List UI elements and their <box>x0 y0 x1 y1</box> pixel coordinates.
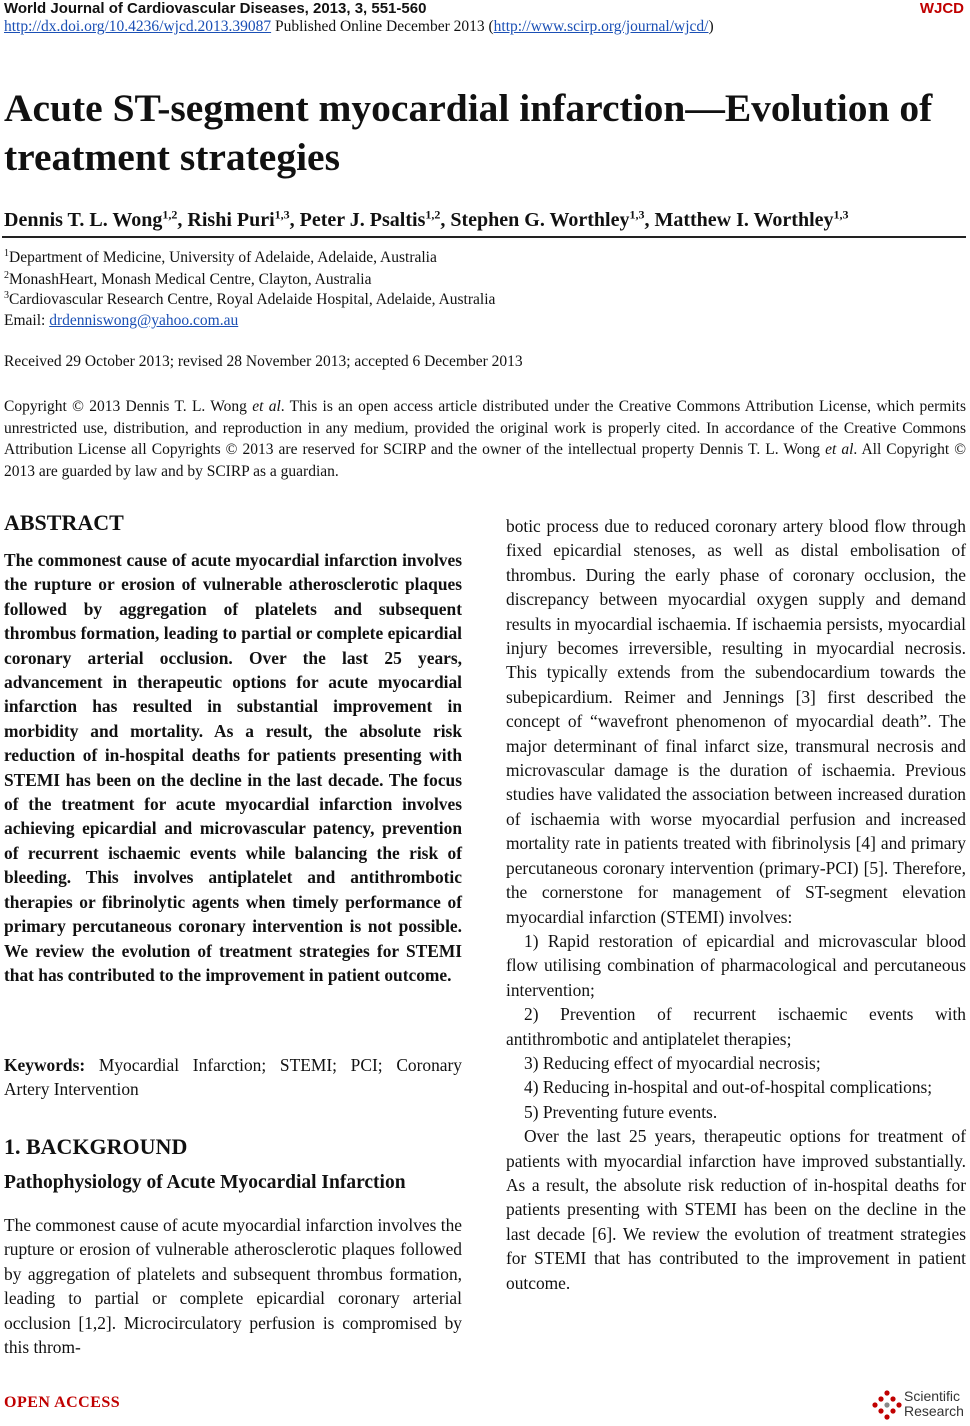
author-2: Rishi Puri$^{1,3}$, <box>187 207 300 231</box>
received-dates: Received 29 October 2013; revised 28 November 2013; accepted 6 December 2013 <box>4 353 523 370</box>
affiliation-3: $^3$Cardiovascular Research Centre, Royal Adelaide Hospital, Adelaide, Australia <box>4 290 496 309</box>
logo-text: Scientific Research <box>904 1388 964 1419</box>
scirp-dots-logo-icon <box>872 1389 902 1421</box>
open-access-label: OPEN ACCESS <box>4 1394 121 1411</box>
copyright-notice: Copyright © 2013 Dennis T. L. Wong et al. This is an open access article distributed under the Creative Commons Attribution License, which permits unrestricted use, distribution, and reproduction in any medium, provided the original work is properly cited. In accordance of the Creative Commons Attribution License all Copyrights © 2013 are reserved for SCIRP and the owner of the intellectual property Dennis T. L. Wong et al. All Copyright © 2013 are guarded by law and by SCIRP as a guardian. <box>4 398 966 480</box>
background-paragraph: The commonest cause of acute myocardial infarction involves the rupture or erosion of vulnerable atherosclerotic plaques followed by aggregation of platelets and subsequent thrombus formation, leading to partial or complete epicardial coronary arterial occlusion [1,2]. Microcirculatory perfusion is compromised by this throm- <box>4 1215 462 1358</box>
affiliation-2: $^2$MonashHeart, Monash Medical Centre, Clayton, Australia <box>4 270 372 289</box>
right-paragraph-2: Over the last 25 years, therapeutic options for treatment of patients with myocardial infarction have improved substantially. As a result, the absolute risk reduction of in-hospital deaths for patients presenting with STEMI has been on the decline in the last decade [6]. We review the evolution of treatment strategies for STEMI that has contributed to the improvement in patient outcome. <box>506 1126 966 1293</box>
journal-citation: World Journal of Cardiovascular Diseases, 2013, 3, 551-560 <box>4 0 427 17</box>
journal-abbrev: WJCD <box>919 0 964 17</box>
author-list <box>4 207 849 232</box>
abstract-heading: ABSTRACT <box>4 510 124 535</box>
published-text: Published Online December 2013 ( <box>271 18 494 35</box>
list-item-1: 1) Rapid restoration of epicardial and microvascular blood flow utilising combination of pharmacological and percutaneous intervention; <box>506 930 966 1000</box>
journal-url-link[interactable]: http://www.scirp.org/journal/wjcd/ <box>493 18 709 35</box>
list-item-5: 5) Preventing future events. <box>524 1101 718 1122</box>
affiliation-1: $^1$Department of Medicine, University of Adelaide, Adelaide, Australia <box>4 248 437 267</box>
title-divider <box>2 236 966 238</box>
author-5: Matthew I. Worthley$^{1,3}$ <box>654 207 849 231</box>
list-item-2: 2) Prevention of recurrent ischaemic events with antithrombotic and antiplatelet therapies; <box>506 1004 966 1049</box>
close-paren: ) <box>708 18 714 35</box>
list-item-3: 3) Reducing effect of myocardial necrosis; <box>524 1052 821 1073</box>
abstract-text: The commonest cause of acute myocardial infarction involves the rupture or erosion of vulnerable atherosclerotic plaques followed by aggregation of platelets and subsequent thrombus formation, leading to partial or complete epicardial coronary arterial occlusion. Over the last 25 years, advancement in therapeutic options for acute myocardial infarction has resulted in substantial improvement in morbidity and mortality. As a result, the absolute risk reduction of in-hospital deaths for patients presenting with STEMI has been on the decline in the last decade. The focus of the treatment for acute myocardial infarction involves achieving epicardial and microvascular patency, prevention of recurrent ischaemic events while balancing the risk of bleeding. This involves antiplatelet and antithrombotic therapies or fibrinolytic agents when timely performance of primary percutaneous coronary intervention is not possible. We review the evolution of treatment strategies for STEMI that has contributed to the improvement in patient outcome. <box>4 550 462 985</box>
email-link[interactable]: drdenniswong@yahoo.com.au <box>49 312 239 329</box>
publication-line <box>4 18 714 36</box>
author-4: Stephen G. Worthley$^{1,3}$, <box>450 207 655 231</box>
email-line: Email: drdenniswong@yahoo.com.au <box>4 312 239 329</box>
scientific-research-logo <box>872 1389 968 1423</box>
section-heading-background: 1. BACKGROUND <box>4 1134 188 1159</box>
article-title: Acute ST-segment myocardial infarction—Evolution of treatment strategies <box>4 86 933 179</box>
doi-link[interactable]: http://dx.doi.org/10.4236/wjcd.2013.39087 <box>4 18 272 35</box>
right-column <box>506 514 966 1295</box>
right-paragraph-1: botic process due to reduced coronary artery blood flow through fixed epicardial stenoses, as well as distal embolisation of thrombus. During the early phase of coronary occlusion, the discrepancy between myocardial oxygen supply and demand results in myocardial ischaemia. If ischaemia persists, myocardial injury becomes irreversible, resulting in myocardial necrosis. This typically extends from the subendocardium towards the subepicardium. Reimer and Jennings [3] first described the concept of “wavefront phenomenon of myocardial death”. The major determinant of final infarct size, transmural necrosis and microvascular damage is the duration of ischaemia. Previous studies have validated the association between increased duration of ischaemia with worse myocardial perfusion and increased mortality rate in patients treated with fibrinolysis [4] and primary percutaneous coronary intervention (primary-PCI) [5]. Therefore, the cornerstone for management of ST-segment elevation myocardial infarction (STEMI) involves: <box>506 516 966 927</box>
list-item-4: 4) Reducing in-hospital and out-of-hospital complications; <box>524 1077 933 1098</box>
keywords: Keywords: Myocardial Infarction; STEMI; PCI; Coronary Artery Intervention <box>4 1055 462 1100</box>
author-1: Dennis T. L. Wong$^{1,2}$, <box>4 207 188 231</box>
subsection-heading-pathophysiology: Pathophysiology of Acute Myocardial Infarction <box>4 1172 406 1193</box>
author-3: Peter J. Psaltis$^{1,2}$, <box>299 207 451 231</box>
